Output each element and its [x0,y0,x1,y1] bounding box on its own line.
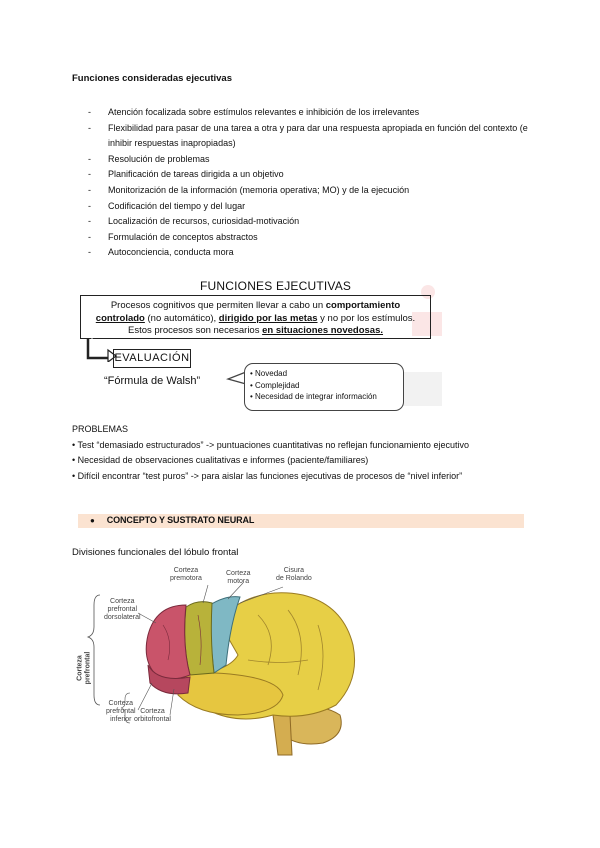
list-item: - Planificación de tareas dirigida a un objetivo [88,167,538,183]
list-item: - Atención focalizada sobre estímulos relevantes e inhibición de los irrelevantes [88,105,538,121]
box-text: (no automático), [144,312,219,324]
list-item: - Flexibilidad para pasar de una tarea a otra y para dar una respuesta apropiada en función del contexto (e inhibir respuestas inapropiadas) [88,121,538,152]
definition-box [80,295,431,339]
executive-functions-list [88,105,538,261]
list-item: - Autoconciencia, conducta mora [88,245,538,261]
label-motora: Corteza motora [226,570,251,585]
problem-item: • Difícil encontrar “test puros” -> para aislar las funciones ejecutivas de procesos de “nivel inferior” [72,470,463,481]
list-item: - Codificación del tiempo y del lugar [88,199,538,215]
walsh-bubble [244,363,404,411]
divisions-title: Divisiones funcionales del lóbulo frontal [72,547,239,558]
box-bold-text: controlado [95,312,145,324]
evaluation-box: EVALUACIÓN [113,349,191,368]
problem-item: • Necesidad de observaciones cualitativas e informes (paciente/familiares) [72,455,369,466]
label-prefrontal: Corteza prefrontal [76,651,92,685]
box-bold-text: dirigido por las metas [218,312,318,324]
label-rolando: Cisura de Rolando [276,567,312,582]
label-inferior: Corteza prefrontal inferior [106,700,136,723]
bubble-item: • Necesidad de integrar información [250,391,403,403]
diagram-title: FUNCIONES EJECUTIVAS [200,279,352,293]
section-title: ● CONCEPTO Y SUSTRATO NEURAL [90,515,254,525]
box-bold-text: comportamiento [325,300,401,311]
walsh-formula: “Fórmula de Walsh” [104,375,201,387]
problems-section [72,422,542,484]
problem-item: • Test “demasiado estructurados” -> puntuaciones cuantitativas no reflejan funcionamiento ejecutivo [72,439,469,450]
label-dorsolateral: Corteza prefrontal dorsolateral [104,598,141,621]
list-item: - Localización de recursos, curiosidad-motivación [88,214,538,230]
brain-illustration [78,565,378,765]
box-text: y no por los estímulos. [317,312,416,324]
list-item: - Resolución de problemas [88,152,538,168]
list-item: - Formulación de conceptos abstractos [88,230,538,246]
box-bold-text: en situaciones novedosas. [262,325,384,336]
bubble-item: • Novedad [250,368,403,380]
box-text: Procesos cognitivos que permiten llevar a cabo un [110,300,326,311]
label-orbitofrontal: Corteza orbitofrontal [134,708,171,723]
bubble-item: • Complejidad [250,380,403,392]
label-premotora: Corteza premotora [170,567,202,582]
list-item: - Monitorización de la información (memoria operativa; MO) y de la ejecución [88,183,538,199]
box-text: Estos procesos son necesarios [127,325,263,336]
section-heading: Funciones consideradas ejecutivas [72,73,232,84]
problems-title: PROBLEMAS [72,424,129,434]
